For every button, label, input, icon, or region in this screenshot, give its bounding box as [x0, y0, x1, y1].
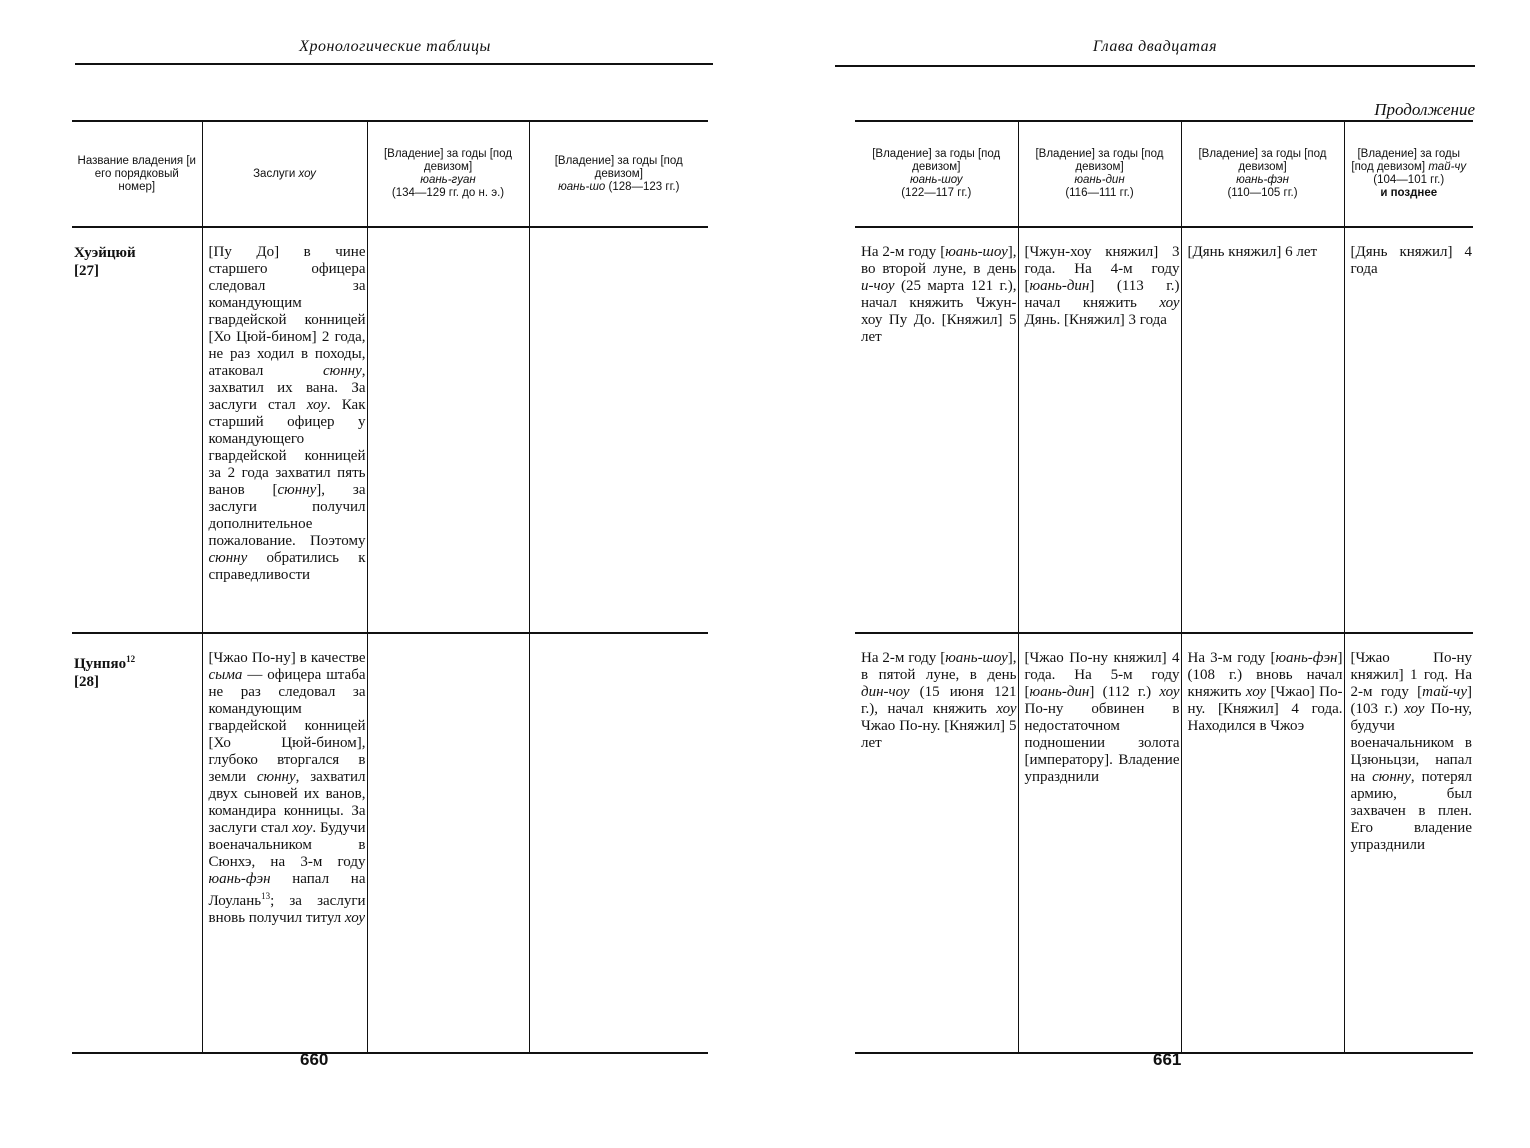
running-head-right: Глава двадцатая	[1092, 38, 1218, 55]
table-header-row	[72, 121, 708, 227]
table-left	[72, 120, 708, 1054]
text-fragment: . Как старший офицер у командующего гвардейской конницей за 2 года захватил пять ванов [	[208, 397, 366, 498]
col-header-yuan-feng: [Владение] за годы [под девизом] юань-фэн (110—105 гг.)	[1181, 121, 1344, 227]
text-fragment: сюнну	[1372, 769, 1411, 785]
text-fragment: сюнну	[322, 363, 362, 379]
right-page	[765, 0, 1530, 1148]
text-fragment: напал на Лоулань	[208, 871, 366, 909]
table-row	[72, 227, 708, 633]
text-fragment: На 2-м году [	[861, 244, 946, 260]
text-fragment: [Чжао По-ну] в качестве	[208, 650, 366, 666]
text-fragment: юань-фэн	[208, 871, 271, 887]
empty-cell	[529, 633, 708, 1053]
text-fragment: (15 июня 121 г.), начал княжить	[861, 684, 1017, 717]
col-header-yuan-shuo: [Владение] за годы [под девизом] юань-шо (128—123 гг.)	[529, 121, 708, 227]
fief-name-cell: Хуэйцюй [27]	[72, 227, 202, 633]
text-fragment: юань-фэн	[1275, 650, 1338, 666]
text-fragment: и-чоу	[861, 278, 895, 294]
text-fragment: хоу	[1159, 684, 1180, 700]
empty-cell	[367, 633, 529, 1053]
reign-cell	[1018, 633, 1181, 1053]
reign-cell	[1018, 227, 1181, 633]
text-fragment: , потерял армию, был захвачен в плен. Его владение упразднили	[1350, 769, 1472, 853]
text-fragment: сюнну	[256, 769, 296, 785]
text-fragment: юань-дин	[1029, 278, 1090, 294]
text-fragment: сюнну	[208, 550, 248, 566]
col-header-tai-chu: [Владение] за годы [под девизом] тай-чу (104—101 гг.) и позднее	[1344, 121, 1473, 227]
text-fragment: хоу	[344, 910, 366, 926]
empty-cell	[529, 227, 708, 633]
table-row	[855, 633, 1473, 1053]
text-fragment: По-ну обвинен в недостаточном подношении золота [императору]. Владение упразднили	[1024, 701, 1180, 785]
text-fragment: ] (108 г.) вновь начал княжить	[1187, 650, 1343, 700]
col-header-yuan-guan: [Владение] за годы [под девизом] юань-гуан (134—129 гг. до н. э.)	[367, 121, 529, 227]
reign-cell	[1181, 227, 1344, 633]
text-fragment: юань-шоу	[945, 650, 1008, 666]
page-number-left: 660	[300, 1050, 329, 1069]
continuation-label: Продолжение	[1374, 100, 1475, 119]
text-fragment: . Будучи военачальником в Сюнхэ, на 3-м году	[208, 820, 366, 870]
text-fragment: дин-чоу	[861, 684, 910, 700]
reign-cell	[855, 633, 1018, 1053]
reign-cell	[1344, 633, 1473, 1053]
col-header-merits: Заслуги хоу	[202, 121, 367, 227]
text-fragment: хоу	[306, 397, 327, 413]
text-fragment: ], в пятой луне, в день	[861, 650, 1017, 683]
text-fragment: [Чжао По-ну княжил] 1 год. На 2-м году [	[1350, 650, 1472, 700]
text-fragment: , захватил их вана. За заслуги стал	[208, 363, 366, 413]
col-header-name: Название владения [и его порядковый номер]	[72, 121, 202, 227]
header-rule-left	[75, 63, 713, 65]
merit-cell	[202, 227, 367, 633]
text-fragment: хоу	[292, 820, 313, 836]
text-fragment: хоу	[1245, 684, 1267, 700]
text-fragment: хоу	[1404, 701, 1425, 717]
text-fragment: [Дянь княжил] 6 лет	[1187, 244, 1318, 260]
fief-name-cell: Цунпяо$^{12}$ [28]	[72, 633, 202, 1053]
header-rule-right	[835, 65, 1475, 67]
text-fragment: хоу	[996, 701, 1017, 717]
text-fragment: , захватил двух сыновей их ванов, командира конницы. За заслуги стал	[208, 769, 366, 836]
text-fragment: сюнну	[277, 482, 317, 498]
text-fragment: ], во второй луне, в день	[861, 244, 1017, 277]
col-header-yuan-shou: [Владение] за годы [под девизом] юань-шоу (122—117 гг.)	[855, 121, 1018, 227]
text-fragment: ] (113 г.) начал княжить	[1024, 278, 1180, 311]
text-fragment: [Пу До] в чине старшего офицера следовал за командующим гвардейской конницей [Хо Цюй-бином] 2 года, не раз ходил в походы, атаковал	[208, 244, 366, 379]
table-header-row	[855, 121, 1473, 227]
text-fragment: тай-чу	[1422, 684, 1467, 700]
text-fragment: (25 марта 121 г.), начал княжить Чжун-хоу Пу До. [Княжил] 5 лет	[861, 278, 1017, 345]
empty-cell	[367, 227, 529, 633]
text-fragment: юань-шоу	[945, 244, 1008, 260]
table-row	[855, 227, 1473, 633]
text-fragment: хоу	[1159, 295, 1180, 311]
reign-cell	[1344, 227, 1473, 633]
table-right	[855, 120, 1473, 1054]
table-row	[72, 633, 708, 1053]
text-fragment: По-ну, будучи военачальником в Цзюньцзи, напал на	[1350, 701, 1473, 785]
text-fragment: На 2-м году [	[861, 650, 946, 666]
text-fragment: сыма	[208, 667, 243, 683]
text-fragment: юань-дин	[1029, 684, 1090, 700]
text-fragment: ; за заслуги вновь получил титул	[208, 893, 366, 926]
page-number-right: 661	[1153, 1050, 1182, 1069]
text-fragment: [Дянь княжил] 4 года	[1350, 244, 1472, 277]
reign-cell	[855, 227, 1018, 633]
text-fragment: ], за заслуги получил дополнительное пожалование. Поэтому	[208, 482, 366, 549]
text-fragment: [Чжун-хоу княжил] 3 года. На 4-м году [	[1024, 244, 1180, 294]
reign-cell	[1181, 633, 1344, 1053]
text-fragment: [Чжао] По-ну. [Княжил] 4 года. Находился в Чжоэ	[1187, 684, 1343, 734]
merit-cell	[202, 633, 367, 1053]
col-header-yuan-ding: [Владение] за годы [под девизом] юань-дин (116—111 гг.)	[1018, 121, 1181, 227]
text-fragment: Чжао По-ну. [Княжил] 5 лет	[861, 718, 1017, 751]
text-fragment: На 3-м году [	[1187, 650, 1276, 666]
text-fragment: 13	[261, 891, 271, 901]
text-fragment: — офицера штаба не раз следовал за командующим гвардейской конницей [Хо Цюй-бином], глубоко вторгался в земли	[208, 667, 366, 785]
text-fragment: ] (103 г.)	[1350, 684, 1472, 717]
text-fragment: Дянь. [Княжил] 3 года	[1024, 312, 1167, 328]
text-fragment: [Чжао По-ну княжил] 4 года. На 5-м году [	[1024, 650, 1180, 700]
text-fragment: ] (112 г.)	[1089, 684, 1160, 700]
text-fragment: обратились к справедливости	[208, 550, 366, 583]
running-head-left: Хронологические таблицы	[299, 38, 491, 55]
